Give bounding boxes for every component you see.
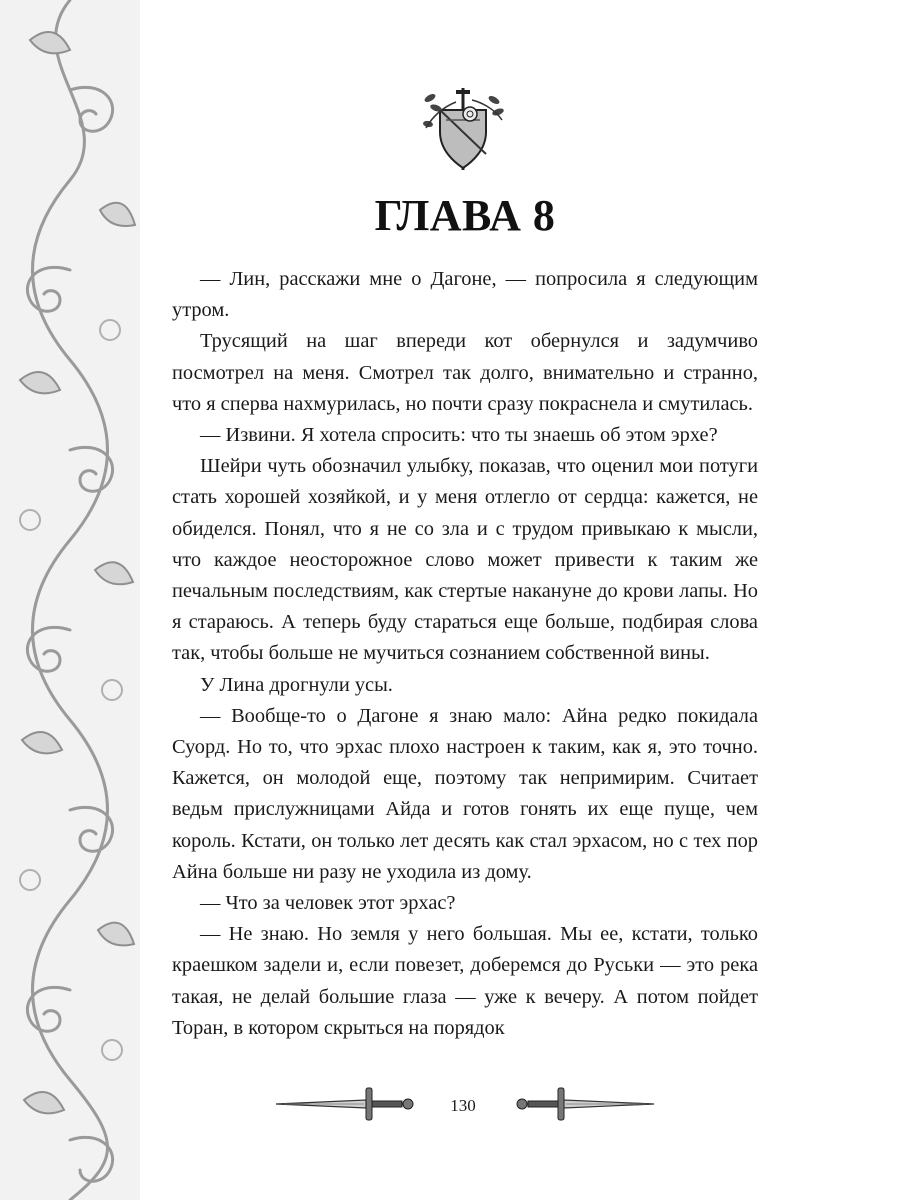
shield-sword-emblem (416, 84, 510, 174)
paragraph: — Извини. Я хотела спросить: что ты знаешь об этом эрхе? (200, 424, 718, 447)
dagger-right-icon (506, 1084, 656, 1124)
paragraph: — Не знаю. Но земля у него большая. Мы ее, кстати, только краешком задели и, если повезет, доберемся до Руськи — это река такая, не делай большие глаза — уже к вечеру. А потом пойдет Торан, в котором скрыться на порядок (172, 923, 758, 1039)
page-number: 130 (450, 1096, 476, 1115)
chapter-body (172, 264, 758, 1044)
chapter-title: ГЛАВА 8 (374, 191, 556, 240)
paragraph: — Что за человек этот эрхас? (200, 892, 456, 915)
decorative-floral-border (0, 0, 140, 1200)
paragraph: Трусящий на шаг впереди кот обернулся и задумчиво посмотрел на меня. Смотрел так долго, внимательно и странно, что я сперва нахмурилась, но почти сразу покраснела и смутилась. (172, 330, 758, 415)
floral-ornament-icon (0, 0, 140, 1200)
dagger-left-icon (274, 1084, 424, 1124)
paragraph: — Вообще-то о Дагоне я знаю мало: Айна редко покидала Суорд. Но то, что эрхас плохо настроен к таким, как я, это точно. Кажется, он молодой еще, поэтому так непримирим. Считает ведьм прислужницами Айда и готов гонять их еще пуще, чем король. Кстати, он только лет десять как стал эрхасом, но с тех пор Айна больше ни разу не уходила из дому. (172, 704, 758, 883)
page-footer (270, 1078, 655, 1128)
paragraph: — Лин, расскажи мне о Дагоне, — попросила я следующим утром. (172, 268, 758, 322)
paragraph: У Лина дрогнули усы. (200, 673, 393, 696)
paragraph: Шейри чуть обозначил улыбку, показав, что оценил мои потуги стать хорошей хозяйкой, и у меня отлегло от сердца: кажется, не обиделся. Понял, что я не со зла и с трудом привыкаю к мысли, что каждое неосторожное слово может привести к таким же печальным последствиям, как стертые накануне до крови лапы. Но я стараюсь. А теперь буду стараться еще больше, подбирая слова так, чтобы больше не мучиться сознанием собственной вины. (172, 455, 758, 665)
shield-icon (416, 84, 510, 174)
